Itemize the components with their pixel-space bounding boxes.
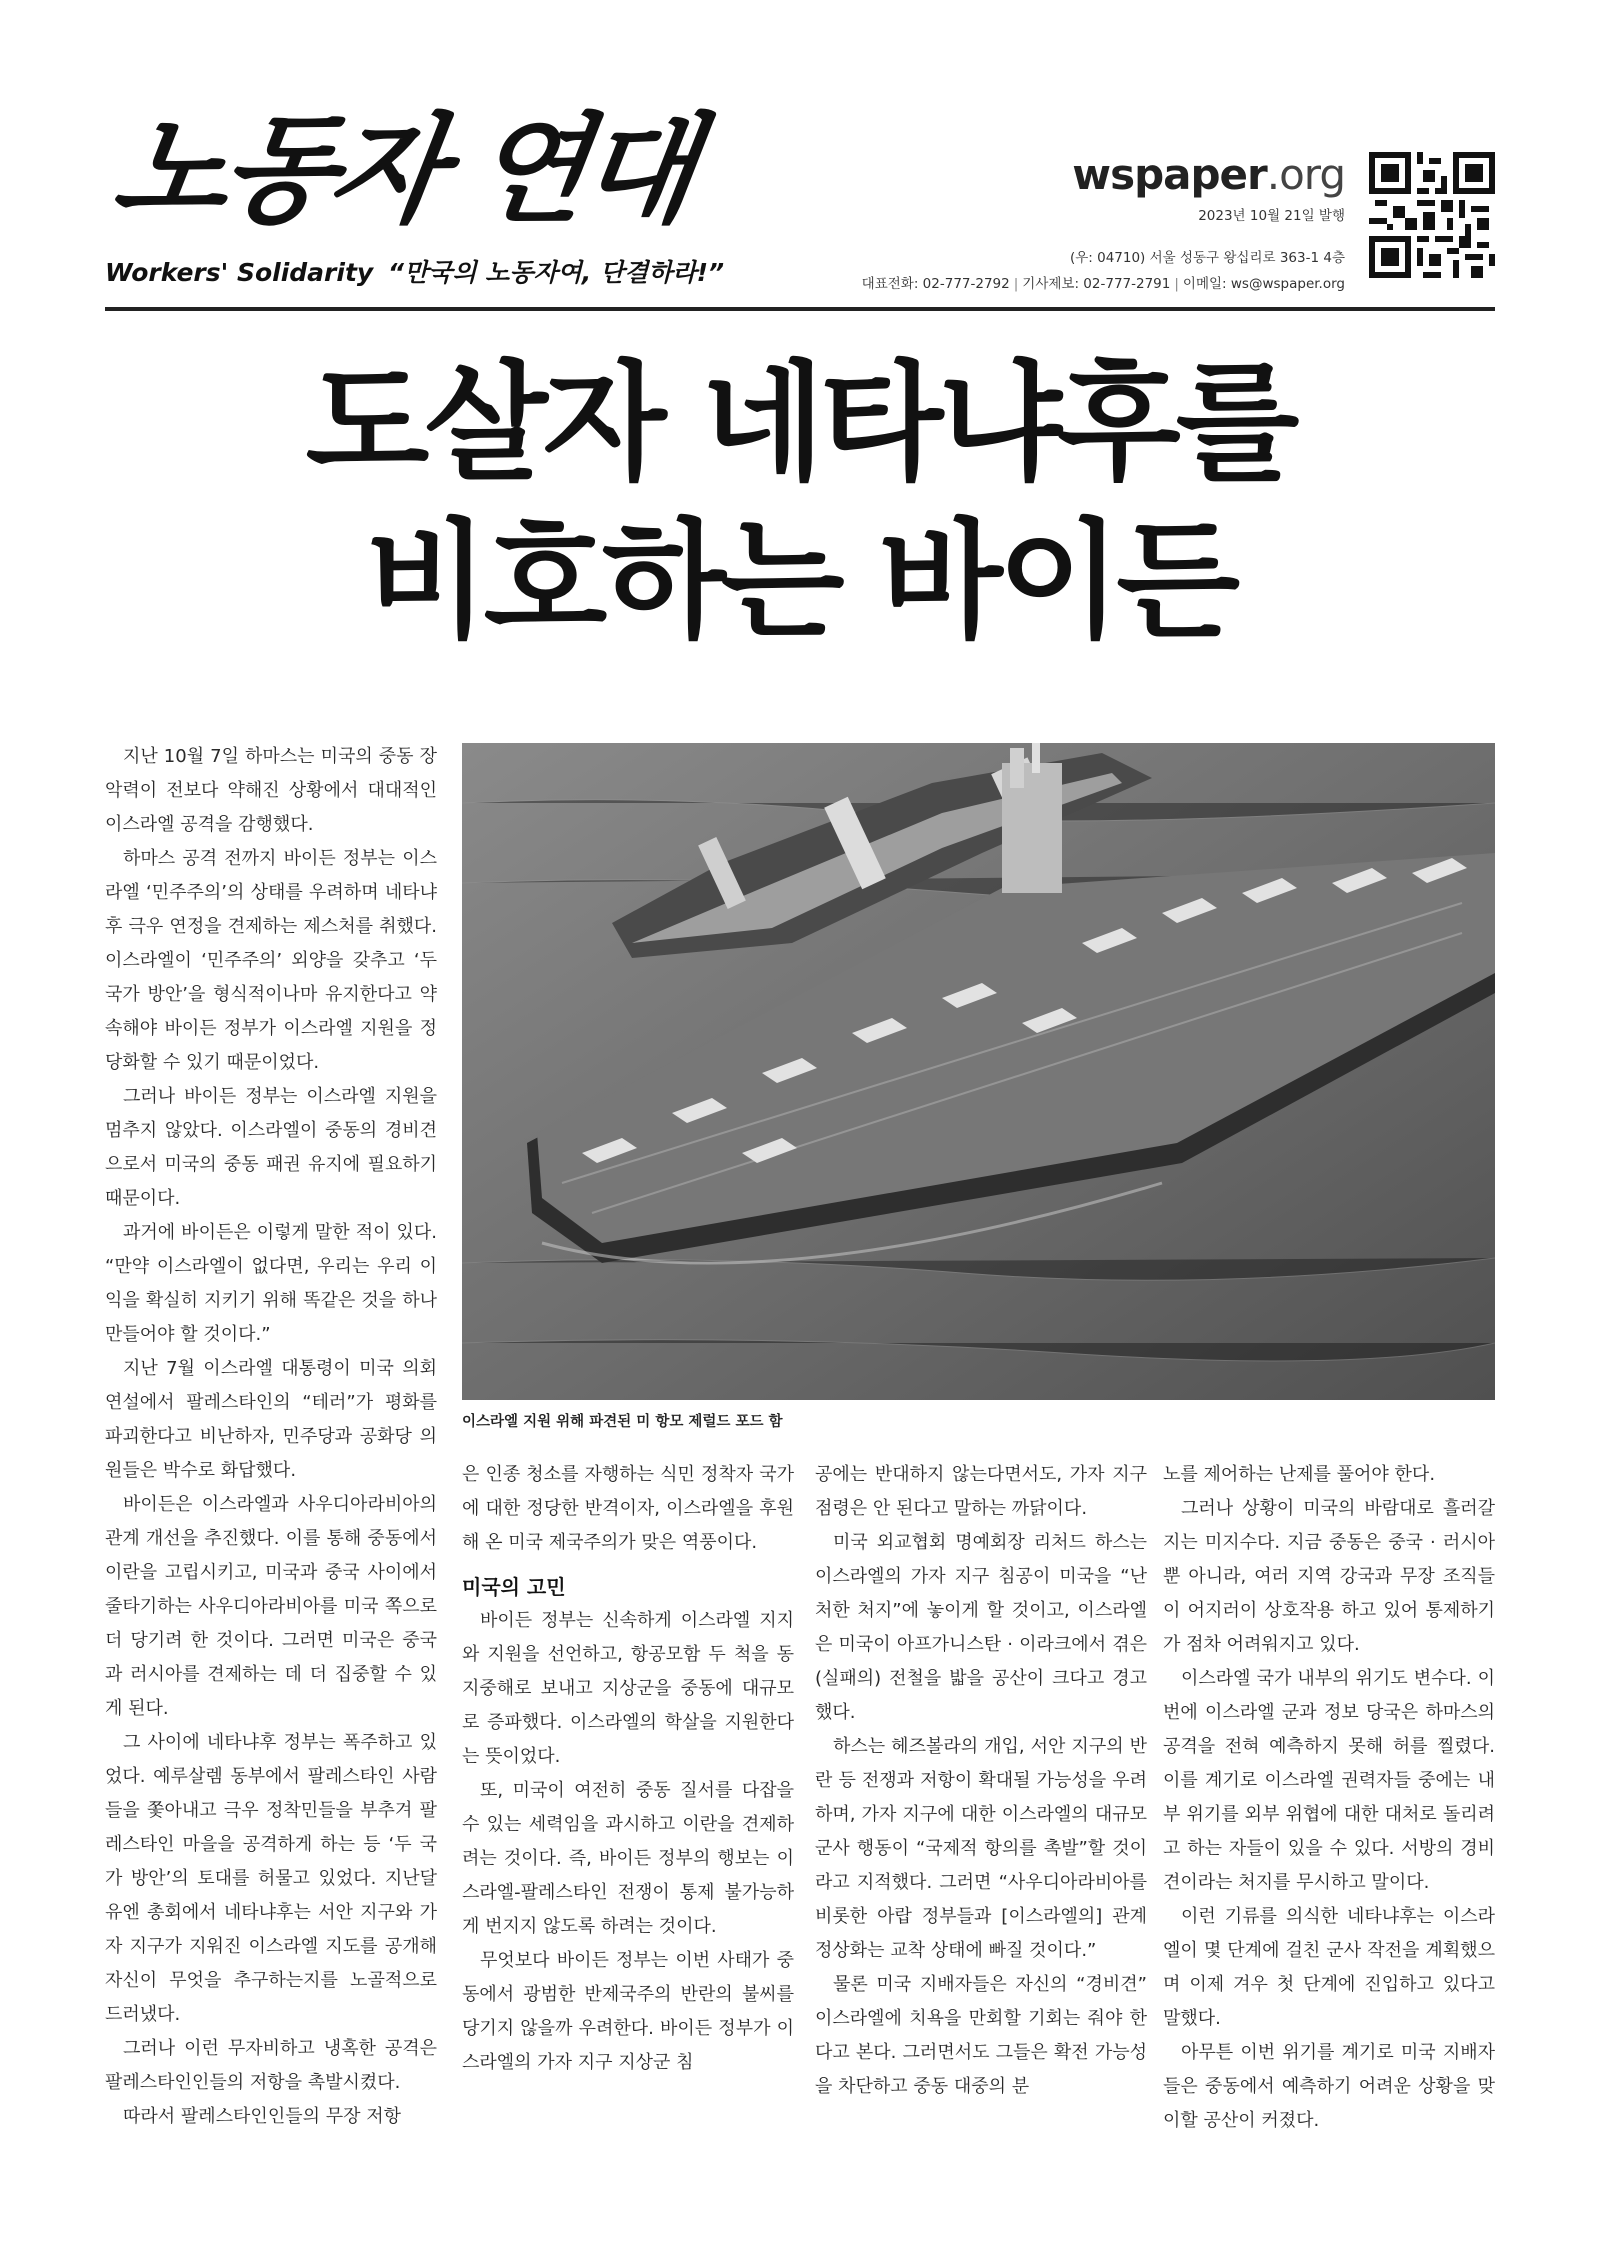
paragraph: 은 인종 청소를 자행하는 식민 정착자 국가에 대한 정당한 반격이자, 이스라엘을 후원해 온 미국 제국주의가 맞은 역풍이다. <box>462 1464 794 1553</box>
site-info <box>745 150 1345 292</box>
masthead <box>105 95 1495 315</box>
headline-line-2: 비호하는 바이든 <box>364 507 1236 656</box>
paragraph: 공에는 반대하지 않는다면서도, 가자 지구 점령은 안 된다고 말하는 까닭이다. <box>815 1464 1147 1519</box>
photo-caption: 이스라엘 지원 위해 파견된 미 항모 제럴드 포드 함 <box>462 1414 783 1430</box>
contact-email[interactable]: 이메일: ws@wspaper.org <box>1182 276 1345 292</box>
paragraph: 또, 미국이 여전히 중동 질서를 다잡을 수 있는 세력임을 과시하고 이란을 견제하려는 것이다. 즉, 바이든 정부의 행보는 이스라엘-팔레스타인 전쟁이 통제 불가능하게 번지지 않도록 하려는 것이다. <box>462 1780 794 1937</box>
masthead-divider <box>105 307 1495 311</box>
paragraph: 하마스 공격 전까지 바이든 정부는 이스라엘 ‘민주주의’의 상태를 우려하며 네타냐후 극우 연정을 견제하는 제스처를 취했다. 이스라엘이 ‘민주주의’ 외양을 갖추고 ‘두 국가 방안’을 형식적이나마 유지한다고 약속해야 바이든 정부가 이스라엘 지원을 정당화할 수 있기 때문이었다. <box>105 848 437 1073</box>
site-url-main: wspaper <box>1072 150 1267 199</box>
issue-date: 2023년 10월 21일 발행 <box>1198 208 1345 224</box>
tagline-slogan: “만국의 노동자여, 단결하라!” <box>387 258 725 287</box>
paragraph: 미국 외교협회 명예회장 리처드 하스는 이스라엘의 가자 지구 침공이 미국을 “난처한 처지”에 놓이게 할 것이고, 이스라엘은 미국이 아프가니스탄 · 이라크에서 겪은 (실패의) 전철을 밟을 공산이 크다고 경고했다. <box>815 1532 1147 1723</box>
address: (우: 04710) 서울 성동구 왕십리로 363-1 4층 <box>1069 250 1345 266</box>
site-url-tld: .org <box>1266 150 1345 199</box>
tagline-english: Workers' Solidarity <box>105 258 374 287</box>
paragraph: 그러나 상황이 미국의 바람대로 흘러갈지는 미지수다. 지금 중동은 중국 · 러시아뿐 아니라, 여러 지역 강국과 무장 조직들이 어지러이 상호작용 하고 있어 통제하기가 점차 어려워지고 있다. <box>1163 1498 1495 1655</box>
qr-code-icon[interactable] <box>1369 152 1495 278</box>
tagline <box>105 253 724 289</box>
paragraph: 지난 10월 7일 하마스는 미국의 중동 장악력이 전보다 약해진 상황에서 대대적인 이스라엘 공격을 감행했다. <box>105 746 437 835</box>
paragraph: 노를 제어하는 난제를 풀어야 한다. <box>1163 1464 1436 1485</box>
headline <box>105 345 1495 661</box>
ship-image <box>462 743 1495 1400</box>
article-column-1 <box>105 740 437 2127</box>
newspaper-logo <box>105 95 715 255</box>
paragraph: 무엇보다 바이든 정부는 이번 사태가 중동에서 광범한 반제국주의 반란의 불씨를 당기지 않을까 우려한다. 바이든 정부가 이스라엘의 가자 지구 지상군 침 <box>462 1950 794 2073</box>
paragraph: 아무튼 이번 위기를 계기로 미국 지배자들은 중동에서 예측하기 어려운 상황을 맞이할 공산이 커졌다. <box>1163 2042 1495 2131</box>
paragraph: 그러나 이런 무자비하고 냉혹한 공격은 팔레스타인인들의 저항을 촉발시켰다. <box>105 2038 437 2093</box>
article-column-2 <box>462 1458 794 2158</box>
contact-main-phone: 대표전화: 02-777-2792 <box>861 276 1010 292</box>
paragraph: 이런 기류를 의식한 네타냐후는 이스라엘이 몇 단계에 걸친 군사 작전을 계획했으며 이제 겨우 첫 단계에 진입하고 있다고 말했다. <box>1163 1906 1495 2029</box>
paragraph: 바이든은 이스라엘과 사우디아라비아의 관계 개선을 추진했다. 이를 통해 중동에서 이란을 고립시키고, 미국과 중국 사이에서 줄타기하는 사우디아라비아를 미국 쪽으로 더 당기려 한 것이다. 그러면 미국은 중국과 러시아를 견제하는 데 더 집중할 수 있게 된다. <box>105 1494 437 1719</box>
headline-line-1: 도살자 네타냐후를 <box>305 349 1295 498</box>
site-url[interactable] <box>745 150 1345 200</box>
paragraph: 과거에 바이든은 이렇게 말한 적이 있다. “만약 이스라엘이 없다면, 우리는 우리 이익을 확실히 지키기 위해 똑같은 것을 하나 만들어야 할 것이다.” <box>105 1222 437 1345</box>
paragraph: 하스는 헤즈볼라의 개입, 서안 지구의 반란 등 전쟁과 저항이 확대될 가능성을 우려하며, 가자 지구에 대한 이스라엘의 대규모 군사 행동이 “국제적 항의를 촉발”할 것이라고 지적했다. 그러면 “사우디아라비아를 비롯한 아랍 정부들과 [이스라엘의] 관계 정상화는 교착 상태에 빠질 것이다.” <box>815 1736 1147 1961</box>
article-column-4 <box>1163 1458 1495 2158</box>
paragraph: 이스라엘 국가 내부의 위기도 변수다. 이번에 이스라엘 군과 정보 당국은 하마스의 공격을 전혀 예측하지 못해 허를 찔렸다. 이를 계기로 이스라엘 권력자들 중에는 내부 위기를 외부 위협에 대한 대처로 돌리려고 하는 자들이 있을 수 있다. 서방의 경비견이라는 처지를 무시하고 말이다. <box>1163 1668 1495 1893</box>
aircraft-carrier-photo <box>462 743 1495 1400</box>
logo-text: 노동자 연대 <box>105 101 700 239</box>
paragraph: 그 사이에 네타냐후 정부는 폭주하고 있었다. 예루살렘 동부에서 팔레스타인 사람들을 쫓아내고 극우 정착민들을 부추겨 팔레스타인 마을을 공격하게 하는 등 ‘두 국가 방안’의 토대를 허물고 있었다. 지난달 유엔 총회에서 네타냐후는 서안 지구와 가자 지구가 지워진 이스라엘 지도를 공개해 자신이 무엇을 추구하는지를 노골적으로 드러냈다. <box>105 1732 437 2025</box>
paragraph: 바이든 정부는 신속하게 이스라엘 지지와 지원을 선언하고, 항공모함 두 척을 동지중해로 보내고 지상군을 중동에 대규모로 증파했다. 이스라엘의 학살을 지원한다는 뜻이었다. <box>462 1610 794 1767</box>
paragraph: 그러나 바이든 정부는 이스라엘 지원을 멈추지 않았다. 이스라엘이 중동의 경비견으로서 미국의 중동 패권 유지에 필요하기 때문이다. <box>105 1086 437 1209</box>
paragraph: 물론 미국 지배자들은 자신의 “경비견” 이스라엘에 치욕을 만회할 기회는 줘야 한다고 본다. 그러면서도 그들은 확전 가능성을 차단하고 중동 대중의 분 <box>815 1974 1147 2097</box>
section-subhead: 미국의 고민 <box>462 1575 566 1599</box>
article-column-3 <box>815 1458 1147 2158</box>
paragraph: 지난 7월 이스라엘 대통령이 미국 의회 연설에서 팔레스타인의 “테러”가 평화를 파괴한다고 비난하자, 민주당과 공화당 의원들은 박수로 화답했다. <box>105 1358 437 1481</box>
paragraph: 따라서 팔레스타인인들의 무장 저항 <box>123 2106 401 2127</box>
contacts: 대표전화: 02-777-2792 | 기사제보: 02-777-2791 | 이메일: ws@wspaper.org <box>861 276 1345 292</box>
contact-tip-phone: 기사제보: 02-777-2791 <box>1022 276 1171 292</box>
